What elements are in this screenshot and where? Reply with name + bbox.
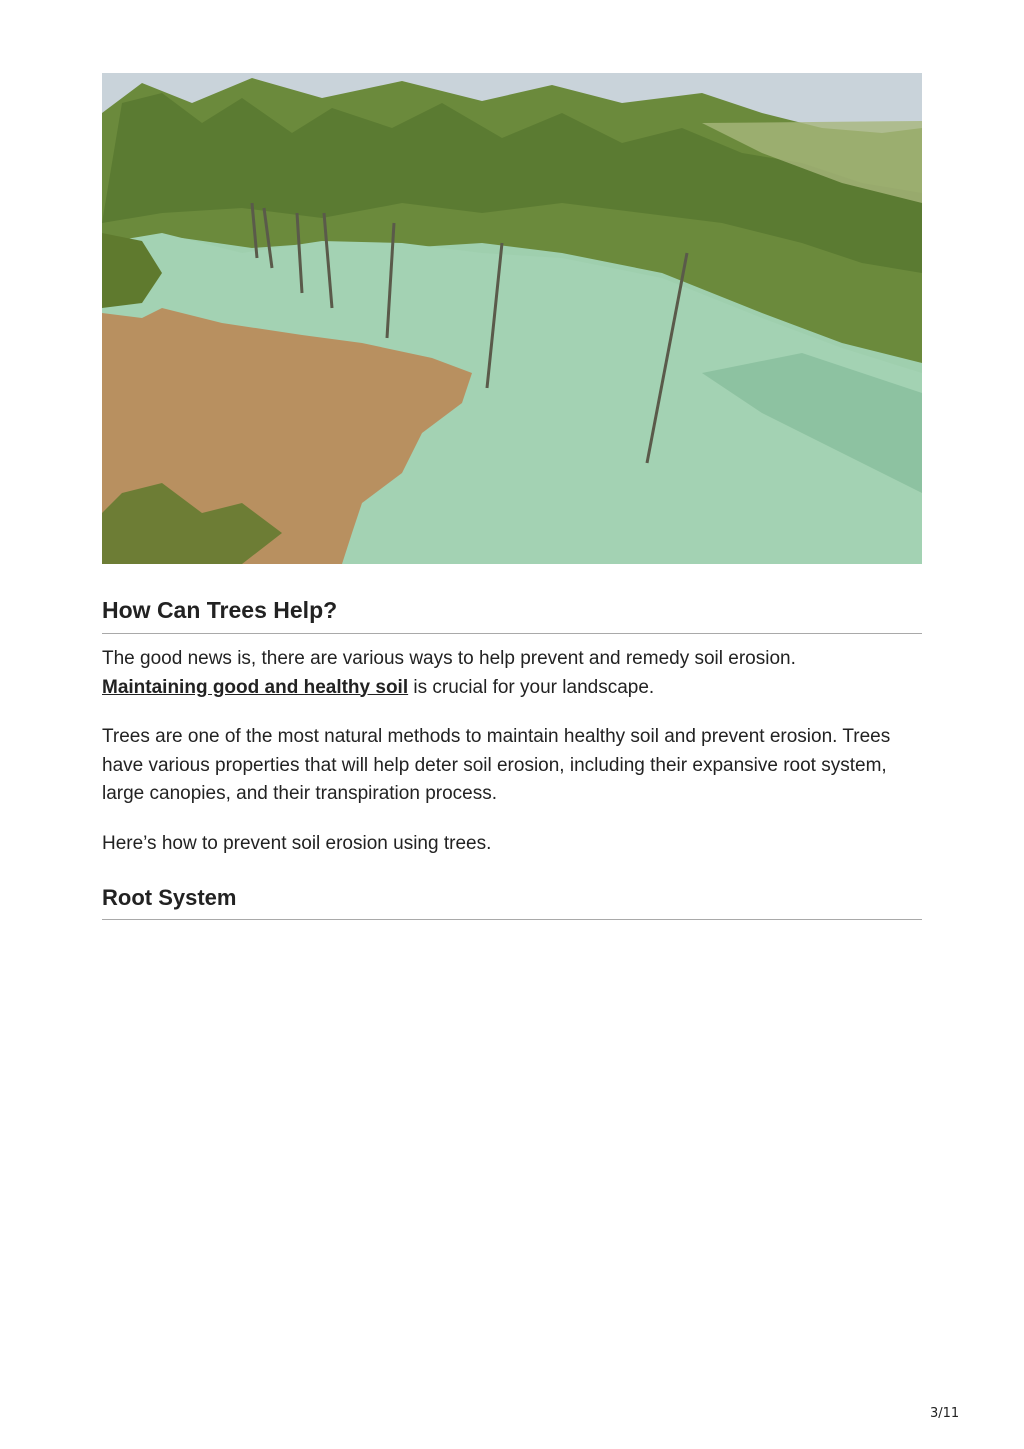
healthy-soil-link[interactable]: Maintaining good and healthy soil (102, 676, 409, 698)
hydroseeded-slope-image (102, 73, 922, 564)
intro-paragraph (102, 645, 922, 702)
intro-tail-text: is crucial for your landscape. (408, 676, 655, 698)
photo-illustration (102, 73, 922, 564)
trees-methods-paragraph: Trees are one of the most natural methods to maintain healthy soil and prevent erosion. Trees have various properties that will help deter soil erosion, including their expansive root system, large canopies, and their transpiration process. (102, 726, 891, 804)
section-heading-how-can-trees-help: How Can Trees Help? (102, 595, 922, 634)
section-heading-root-system: Root System (102, 884, 922, 920)
intro-text: The good news is, there are various ways to help prevent and remedy soil erosion. (102, 648, 796, 669)
how-to-paragraph: Here’s how to prevent soil erosion using trees. (102, 833, 492, 854)
page-number: 3/11 (930, 1406, 960, 1421)
